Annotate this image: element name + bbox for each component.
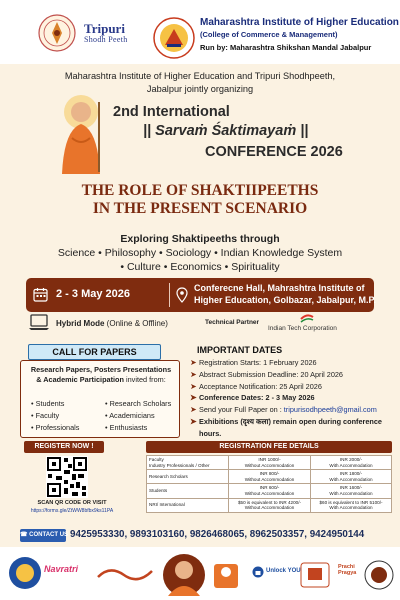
fee-without-accommodation: INR 1000/- Without Accommodation <box>229 456 311 470</box>
contact-us-button[interactable]: ☎ CONTACT US <box>20 529 66 542</box>
list-item: • Academicians <box>105 410 155 422</box>
theme-line1: THE ROLE OF SHAKTIIPEETHS <box>81 182 319 199</box>
explore-heading: Exploring Shaktipeeths through <box>120 233 280 245</box>
intro-line1: Maharashtra Institute of Higher Education and Tripuri Shodhpeeth, <box>64 71 336 81</box>
conference-theme <box>0 182 400 218</box>
conference-year: CONFERENCE 2026 <box>205 144 343 160</box>
exhibitions-line1: Exhibitions (दृश्य कला) remain open during conference <box>199 416 382 426</box>
fee-category: Research Scholars <box>147 470 229 484</box>
location-pin-icon <box>176 287 188 303</box>
conference-edition: 2nd International <box>113 104 230 120</box>
fee-with-accommodation: $60 is equivalent to INR 5100/- With Accommodation <box>311 498 392 512</box>
important-dates-list <box>190 357 396 440</box>
fee-without-accommodation: INR 600/- Without Accommodation <box>229 484 311 498</box>
table-row <box>147 456 392 470</box>
fee-category: Faculty Industry Professionals / Other <box>147 456 229 470</box>
mihe-name <box>200 17 399 52</box>
call-for-papers-description <box>25 365 177 385</box>
date-item: Acceptance Notification: 25 April 2026 <box>199 381 322 391</box>
hybrid-mode-label: Hybrid Mode <box>56 319 105 328</box>
cfp-desc-bold1: Research Papers, Posters Presentations <box>30 365 172 374</box>
list-item: • Professionals <box>31 422 79 434</box>
date-item: Abstract Submission Deadline: 20 April 2026 <box>199 369 343 379</box>
technical-partner-name: Indian Tech Corporation <box>268 325 337 332</box>
exhibitions-line2: hours. <box>199 428 222 438</box>
conference-motto: || Sarvaṁ Śaktimayaṁ || <box>143 123 309 139</box>
date-item: Registration Starts: 1 February 2026 <box>199 358 317 367</box>
mihe-title: Maharashtra Institute of Higher Education <box>200 17 399 28</box>
explore-topics-row1: Science • Philosophy • Sociology • Indian Knowledge System <box>57 247 343 259</box>
fee-without-accommodation: $50 is equivalent to INR 4200/- Without Accommodation <box>229 498 311 512</box>
laptop-icon <box>28 313 50 331</box>
tripuri-name <box>84 22 144 45</box>
scan-qr-label: SCAN QR CODE OR VISIT <box>37 500 107 506</box>
contact-us-label: CONTACT US <box>29 532 69 538</box>
tripuri-logo-icon <box>38 14 76 52</box>
fee-without-accommodation: INR 800/- Without Accommodation <box>229 470 311 484</box>
venue-line1: Conferecne Hall, Mahrashtra Institute of <box>194 283 365 293</box>
sponsor-logo-icon <box>96 563 154 583</box>
technical-partner-label: Technical Partner <box>205 319 260 326</box>
hybrid-mode <box>56 319 168 328</box>
indian-tech-logo-icon <box>300 313 314 323</box>
intro-text <box>0 70 400 96</box>
list-item: • Faculty <box>31 410 59 422</box>
sponsor-logo-icon <box>212 560 240 590</box>
explore-topics-row2: • Culture • Economics • Spirituality <box>120 261 280 273</box>
sponsor-logo-icon <box>300 562 330 588</box>
banner-divider <box>169 283 170 307</box>
fee-with-accommodation: INR 1800/- With Accommodation <box>311 470 392 484</box>
sponsor-logo-icon <box>8 556 42 590</box>
venue-line2: Higher Education, Golbazar, Jabalpur, M.P. <box>194 295 376 305</box>
list-item: • Enthusiasts <box>105 422 147 434</box>
explore-section <box>0 232 400 274</box>
fee-category: Students <box>147 484 229 498</box>
table-row <box>147 484 392 498</box>
fee-with-accommodation: INR 1600/- With Accommodation <box>311 484 392 498</box>
list-item: ➤ Registration Starts: 1 February 2026 <box>190 358 317 367</box>
fee-with-accommodation: INR 2000/- With Accommodation <box>311 456 392 470</box>
mihe-run-by: Run by: Maharashtra Shikshan Mandal Jabalpur <box>200 43 372 52</box>
list-item: ➤ Abstract Submission Deadline: 20 April 2026 <box>190 369 343 379</box>
mihe-subtitle: (College of Commerce & Management) <box>200 30 338 39</box>
prachi-pragya-label: Prachi Pragya <box>338 564 357 576</box>
unlock-icon <box>252 566 264 578</box>
conference-dates: 2 - 3 May 2026 <box>56 288 130 300</box>
conference-venue <box>194 282 376 306</box>
list-item: ➤ Send your Full Paper on : tripurisodhpeeth@gmail.com <box>190 405 377 415</box>
registration-fee-table <box>146 455 392 513</box>
list-item: • Students <box>31 398 64 410</box>
qr-code-icon[interactable] <box>46 456 88 498</box>
tripuri-name-line2: Shodh Peeth <box>84 35 128 44</box>
list-item: ➤ Acceptance Notification: 25 April 2026 <box>190 381 322 391</box>
calendar-icon <box>33 287 48 302</box>
cfp-desc-rest: invited from: <box>123 375 166 384</box>
sponsor-logo-icon <box>364 560 394 590</box>
adi-shankaracharya-illustration <box>52 94 110 176</box>
table-row <box>147 498 392 512</box>
intro-line2: Jabalpur jointly organizing <box>146 84 254 94</box>
cfp-desc-bold2: & Academic Participation <box>36 375 124 384</box>
registration-form-link[interactable]: https://forms.gle/ZtWW8bfbx9ks11PA <box>30 508 114 514</box>
mihe-logo-icon <box>153 17 195 59</box>
theme-line2: IN THE PRESENT SCENARIO <box>92 200 308 217</box>
call-for-papers-box <box>20 360 180 438</box>
list-item: ➤ Exhibitions (दृश्य कला) remain open during conference hours. <box>190 416 382 438</box>
call-for-papers-title: CALL FOR PAPERS <box>28 344 161 360</box>
table-row <box>147 470 392 484</box>
date-item: Conference Dates: 2 - 3 May 2026 <box>199 393 315 403</box>
send-paper-prefix: Send your Full Paper on : <box>199 405 284 415</box>
navratri-label: Navratri <box>44 564 79 574</box>
important-dates-title: IMPORTANT DATES <box>197 345 283 355</box>
registration-fee-title: REGISTRATION FEE DETAILS <box>146 441 392 453</box>
fee-category: NRI/ International <box>147 498 229 512</box>
date-venue-banner <box>26 278 374 312</box>
hybrid-mode-detail: (Online & Offline) <box>104 319 168 328</box>
list-item: • Research Scholars <box>105 398 171 410</box>
unlock-you-label: Unlock YOU <box>266 568 301 574</box>
submission-email-link[interactable]: tripurisodhpeeth@gmail.com <box>283 405 377 415</box>
list-item: ➤ Conference Dates: 2 - 3 May 2026 <box>190 393 315 403</box>
deity-portrait-icon <box>162 552 206 598</box>
register-now-button[interactable]: REGISTER NOW ! <box>24 441 104 453</box>
tripuri-name-line1: Tripuri <box>84 21 125 36</box>
contact-numbers: 9425953330, 9893103160, 9826468065, 8962503357, 9424950144 <box>70 529 365 540</box>
